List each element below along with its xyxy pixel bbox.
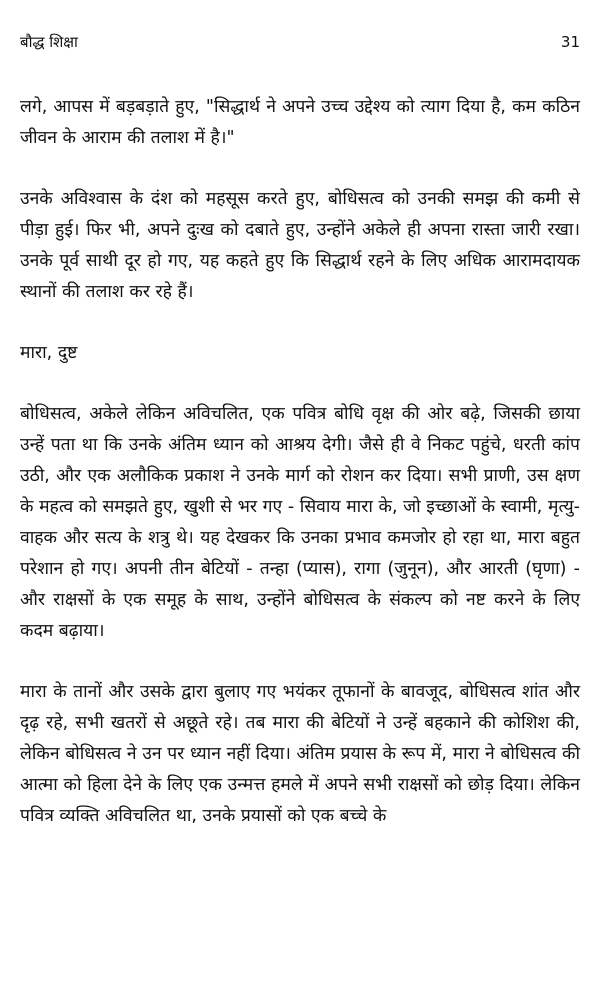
page-body — [20, 92, 580, 862]
paragraph: बोधिसत्व, अकेले लेकिन अविचलित, एक पवित्र बोधि वृक्ष की ओर बढ़े, जिसकी छाया उन्हें पता था कि उनके अंतिम ध्यान को आश्रय देगी। जैसे ही वे निकट पहुंचे, धरती कांप उठी, और एक अलौकिक प्रकाश ने उनके मार्ग को रोशन कर दिया। सभी प्राणी, उस क्षण के महत्व को समझते हुए, खुशी से भर गए - सिवाय मारा के, जो इच्छाओं के स्वामी, मृत्यु-वाहक और सत्य के शत्रु थे। यह देखकर कि उनका प्रभाव कमजोर हो रहा था, मारा बहुत परेशान हो गए। अपनी तीन बेटियों - तन्हा (प्यास), रागा (जुनून), और आरती (घृणा) - और राक्षसों के एक समूह के साथ, उन्होंने बोधिसत्व के संकल्प को नष्ट करने के लिए कदम बढ़ाया। — [20, 404, 580, 641]
running-title: बौद्ध शिक्षा — [20, 33, 78, 51]
paragraph: उनके अविश्वास के दंश को महसूस करते हुए, बोधिसत्व को उनकी समझ की कमी से पीड़ा हुई। फिर भी, अपने दुःख को दबाते हुए, उन्होंने अकेले ही अपना रास्ता जारी रखा। उनके पूर्व साथी दूर हो गए, यह कहते हुए कि सिद्धार्थ रहने के लिए अधिक आरामदायक स्थानों की तलाश कर रहे हैं। — [20, 189, 580, 302]
paragraph: मारा के तानों और उसके द्वारा बुलाए गए भयंकर तूफानों के बावजूद, बोधिसत्व शांत और दृढ़ रहे, सभी खतरों से अछूते रहे। तब मारा की बेटियों ने उन्हें बहकाने की कोशिश की, लेकिन बोधिसत्व ने उन पर ध्यान नहीं दिया। अंतिम प्रयास के रूप में, मारा ने बोधिसत्व की आत्मा को हिला देने के लिए एक उन्मत्त हमले में अपने सभी राक्षसों को छोड़ दिया। लेकिन पवित्र व्यक्ति अविचलित था, उनके प्रयासों को एक बच्चे के — [20, 682, 580, 826]
page-header — [20, 30, 580, 54]
paragraph: लगे, आपस में बड़बड़ाते हुए, "सिद्धार्थ ने अपने उच्च उद्देश्य को त्याग दिया है, कम कठिन जीवन के आराम की तलाश में है।" — [20, 97, 580, 148]
page-number: 31 — [560, 33, 580, 51]
section-heading: मारा, दुष्ट — [20, 343, 78, 363]
